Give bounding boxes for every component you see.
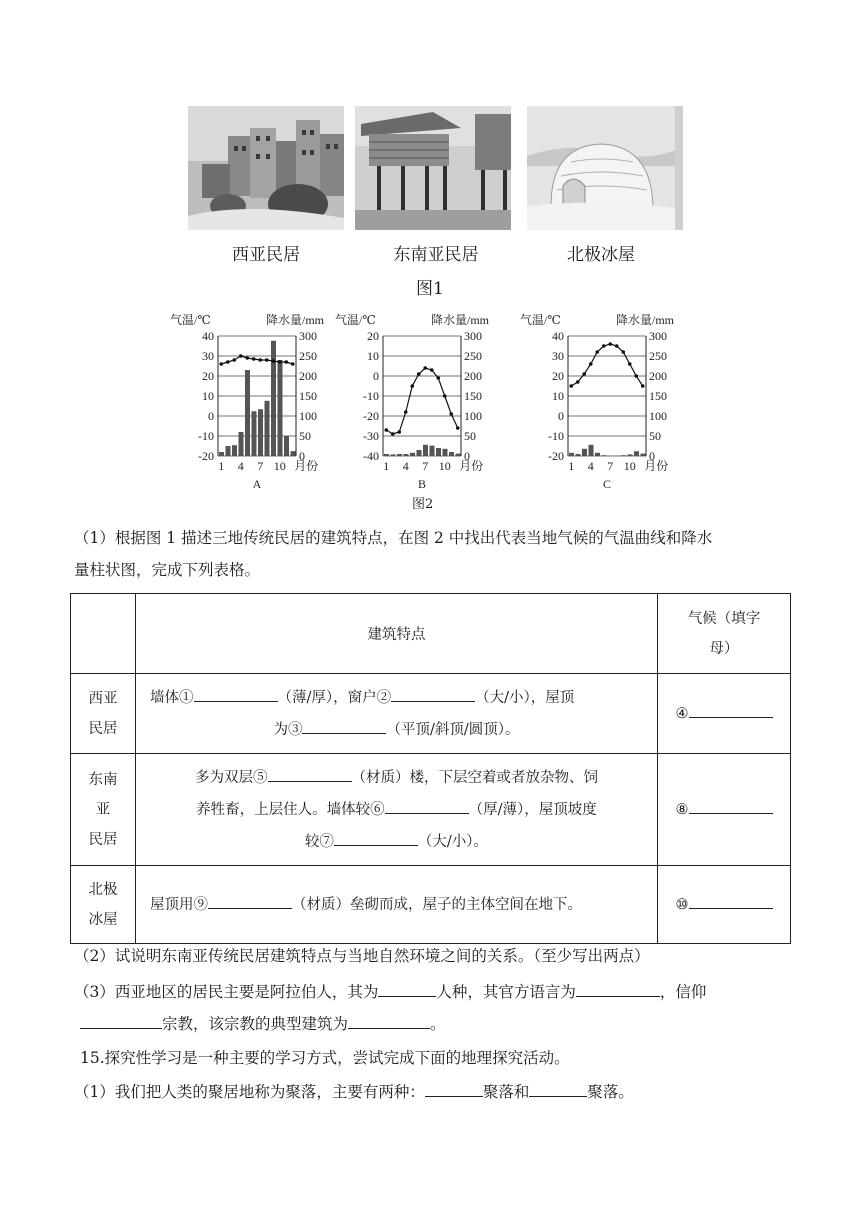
month-tick-label: 7	[607, 459, 614, 473]
climate-marker: ④	[675, 705, 689, 722]
temperature-point	[615, 344, 619, 348]
table-corner-cell	[71, 594, 136, 674]
precipitation-bar	[410, 453, 415, 456]
caption-southeast-asia: 东南亚民居	[393, 245, 479, 265]
temperature-tick-label: 40	[202, 329, 214, 343]
temperature-tick-label: 0	[208, 409, 214, 423]
chart-panel-label: B	[417, 477, 427, 491]
row-label-line: 民居	[88, 831, 118, 848]
precipitation-tick-label: 250	[464, 349, 482, 363]
question-3-line2	[80, 1010, 446, 1038]
month-tick-label: 10	[438, 459, 451, 473]
temperature-point	[456, 426, 460, 430]
row-label-line: 西亚	[88, 690, 118, 707]
month-tick-label: 4	[587, 459, 594, 473]
temperature-point	[397, 430, 401, 434]
precipitation-tick-label: 300	[464, 329, 482, 343]
month-axis-label: 月份	[459, 459, 484, 473]
answer-table	[70, 593, 791, 944]
precipitation-bar	[595, 453, 600, 456]
precipitation-tick-label: 150	[299, 389, 317, 403]
question-15-1	[74, 1078, 634, 1106]
precipitation-bar	[278, 360, 283, 456]
features-west-asia	[136, 674, 658, 754]
temperature-point	[284, 360, 288, 364]
month-tick-label: 10	[623, 459, 636, 473]
temperature-tick-label: -10	[198, 429, 214, 443]
precipitation-bar	[589, 445, 594, 456]
temperature-point	[628, 362, 632, 366]
temperature-point	[595, 350, 599, 354]
temperature-point	[641, 384, 645, 388]
temperature-point	[569, 384, 573, 388]
feature-text: 墙体①	[150, 689, 194, 706]
precipitation-bar	[404, 454, 409, 456]
precipitation-bar	[423, 445, 428, 456]
temperature-point	[258, 358, 262, 362]
q15-text: （1）我们把人类的聚居地称为聚落，主要有两种：	[74, 1083, 425, 1101]
precipitation-bar	[232, 445, 237, 456]
precipitation-bar	[628, 454, 633, 456]
climate-chart-a	[170, 310, 325, 494]
precipitation-tick-label: 0	[464, 449, 470, 463]
feature-text: 较⑦	[304, 833, 334, 850]
precipitation-tick-label: 150	[464, 389, 482, 403]
answer-blank-7[interactable]	[334, 829, 418, 846]
precipitation-bar	[226, 446, 231, 456]
precipitation-tick-label: 150	[649, 389, 667, 403]
precipitation-tick-label: 50	[649, 429, 661, 443]
temperature-point	[404, 410, 408, 414]
q3-text: 人种，其官方语言为	[436, 983, 576, 1001]
precipitation-bar	[258, 409, 263, 456]
month-axis-label: 月份	[644, 459, 669, 473]
temperature-point	[291, 362, 295, 366]
language-blank[interactable]	[576, 980, 660, 997]
temperature-tick-label: -20	[548, 449, 564, 463]
answer-blank-3[interactable]	[302, 717, 386, 734]
temperature-tick-label: 10	[367, 349, 379, 363]
temperature-tick-label: 40	[552, 329, 564, 343]
precipitation-bar	[443, 449, 448, 456]
row-label-line: 民居	[88, 720, 118, 737]
climate-chart-b	[335, 310, 490, 494]
row-label-southeast-asia	[71, 754, 136, 866]
features-line	[150, 826, 643, 858]
precipitation-tick-label: 100	[649, 409, 667, 423]
features-line	[150, 794, 643, 826]
climate-chart-svg	[335, 310, 490, 491]
month-tick-label: 10	[273, 459, 286, 473]
chart-panel-label: C	[602, 477, 612, 491]
temperature-point	[232, 358, 236, 362]
feature-text: （薄/厚），窗户②	[277, 689, 392, 706]
answer-blank-8[interactable]	[689, 797, 773, 814]
precipitation-bar	[634, 451, 639, 456]
west-asia-dwelling-photo	[188, 106, 344, 230]
header-features: 建筑特点	[136, 594, 658, 674]
feature-text: （厚/薄），屋顶坡度	[468, 801, 597, 818]
climate-chart-c	[520, 310, 675, 494]
climate-southeast-asia	[658, 754, 791, 866]
religion-blank[interactable]	[80, 1012, 162, 1029]
precipitation-bar	[239, 432, 244, 456]
precipitation-bar	[430, 446, 435, 456]
temperature-tick-label: 0	[373, 369, 379, 383]
precipitation-bar	[449, 452, 454, 456]
precipitation-tick-label: 250	[299, 349, 317, 363]
row-label-arctic	[71, 866, 136, 944]
row-label-line: 东南	[88, 771, 118, 788]
precipitation-bar	[602, 455, 607, 456]
header-climate	[658, 594, 791, 674]
precipitation-tick-label: 50	[299, 429, 311, 443]
month-tick-label: 7	[257, 459, 264, 473]
temperature-point	[621, 350, 625, 354]
caption-west-asia: 西亚民居	[232, 245, 300, 265]
question-15-title: 15.探究性学习是一种主要的学习方式，尝试完成下面的地理探究活动。	[80, 1049, 570, 1067]
feature-text: （大/小），屋顶	[475, 689, 575, 706]
features-line	[150, 762, 643, 794]
precipitation-bar	[271, 341, 276, 456]
precipitation-bar	[384, 454, 389, 456]
temperature-point	[252, 357, 256, 361]
climate-chart-svg	[170, 310, 325, 491]
temperature-point	[410, 384, 414, 388]
question-1-line1: （1）根据图 1 描述三地传统民居的建筑特点，在图 2 中找出代表当地气候的气温曲线和降水	[74, 529, 713, 547]
precipitation-tick-label: 0	[649, 449, 655, 463]
temperature-point	[582, 372, 586, 376]
answer-blank-9[interactable]	[208, 892, 292, 909]
temperature-point	[576, 380, 580, 384]
precipitation-bar	[641, 454, 646, 456]
temperature-point	[265, 358, 269, 362]
q15-text: 聚落。	[587, 1083, 634, 1101]
climate-arctic	[658, 866, 791, 944]
temperature-tick-label: -10	[363, 389, 379, 403]
month-tick-label: 7	[422, 459, 429, 473]
header-climate-line2: 母）	[709, 640, 739, 657]
month-tick-label: 1	[218, 459, 225, 473]
feature-text: （材质）楼，下层空着或者放杂物、饲	[351, 769, 598, 786]
month-axis-label: 月份	[294, 459, 319, 473]
temperature-tick-label: 0	[558, 409, 564, 423]
table-row	[71, 754, 791, 866]
climate-marker: ⑧	[675, 801, 689, 818]
precipitation-tick-label: 200	[464, 369, 482, 383]
precipitation-axis-label: 降水量/mm	[431, 313, 490, 327]
precipitation-axis-label: 降水量/mm	[616, 313, 675, 327]
feature-text: 屋顶用⑨	[150, 896, 208, 913]
temperature-tick-label: 20	[552, 369, 564, 383]
precipitation-bar	[456, 454, 461, 456]
question-2: （2）试说明东南亚传统民居建筑特点与当地自然环境之间的关系。（至少写出两点）	[74, 947, 650, 965]
precipitation-bar	[417, 450, 422, 456]
temperature-tick-label: -40	[363, 449, 379, 463]
precipitation-tick-label: 200	[649, 369, 667, 383]
temperature-point	[391, 432, 395, 436]
temperature-curve	[386, 368, 458, 434]
precipitation-bar	[576, 454, 581, 456]
precipitation-tick-label: 250	[649, 349, 667, 363]
header-climate-line1: 气候（填字	[687, 610, 761, 627]
temperature-point	[436, 376, 440, 380]
table-row	[71, 866, 791, 944]
precipitation-bar	[291, 451, 296, 456]
answer-blank-6[interactable]	[385, 797, 469, 814]
temperature-point	[608, 342, 612, 346]
feature-text: （平顶/斜顶/圆顶）。	[386, 721, 520, 738]
features-southeast-asia	[136, 754, 658, 866]
temperature-tick-label: -10	[548, 429, 564, 443]
settlement-blank-1[interactable]	[425, 1080, 483, 1097]
temperature-point	[384, 428, 388, 432]
precipitation-bar	[284, 436, 289, 456]
q3-text: （3）西亚地区的居民主要是阿拉伯人，其为	[74, 983, 379, 1001]
settlement-blank-2[interactable]	[529, 1080, 587, 1097]
precipitation-tick-label: 200	[299, 369, 317, 383]
answer-blank-5[interactable]	[268, 765, 352, 782]
features-line	[150, 714, 643, 746]
temperature-tick-label: 30	[202, 349, 214, 363]
precipitation-tick-label: 50	[464, 429, 476, 443]
figure1-label: 图1	[416, 279, 444, 299]
climate-west-asia	[658, 674, 791, 754]
question-3-line1	[74, 978, 706, 1006]
temperature-point	[634, 374, 638, 378]
features-arctic	[136, 866, 658, 944]
temperature-tick-label: 10	[202, 389, 214, 403]
row-label-west-asia	[71, 674, 136, 754]
temperature-tick-label: 20	[367, 329, 379, 343]
temperature-point	[219, 362, 223, 366]
caption-arctic: 北极冰屋	[567, 245, 635, 265]
temperature-point	[423, 366, 427, 370]
features-line	[150, 682, 643, 714]
precipitation-tick-label: 300	[649, 329, 667, 343]
precipitation-axis-label: 降水量/mm	[266, 313, 325, 327]
temperature-tick-label: -30	[363, 429, 379, 443]
arctic-igloo-photo	[527, 106, 683, 230]
q3-text: 。	[430, 1015, 446, 1033]
precipitation-bar	[252, 411, 257, 456]
precipitation-tick-label: 300	[299, 329, 317, 343]
precipitation-tick-label: 100	[464, 409, 482, 423]
temperature-point	[443, 394, 447, 398]
feature-text: 养牲畜，上层住人。墙体较⑥	[196, 801, 385, 818]
temperature-tick-label: 30	[552, 349, 564, 363]
southeast-asia-dwelling-photo	[355, 106, 511, 230]
feature-text: 多为双层⑤	[195, 769, 268, 786]
temperature-curve	[571, 344, 643, 386]
temperature-point	[430, 368, 434, 372]
temperature-point	[239, 354, 243, 358]
temperature-axis-label: 气温/℃	[520, 313, 561, 327]
answer-blank-2[interactable]	[391, 685, 475, 702]
q15-text: 聚落和	[482, 1083, 530, 1101]
table-row	[71, 674, 791, 754]
precipitation-bar	[391, 454, 396, 456]
figure2-label: 图2	[412, 497, 434, 512]
temperature-point	[278, 360, 282, 364]
precipitation-bar	[582, 449, 587, 456]
temperature-tick-label: -20	[363, 409, 379, 423]
temperature-axis-label: 气温/℃	[335, 313, 376, 327]
month-tick-label: 4	[237, 459, 244, 473]
month-tick-label: 1	[568, 459, 575, 473]
temperature-tick-label: -20	[198, 449, 214, 463]
q3-text: ，信仰	[659, 983, 707, 1001]
question-1-line2: 量柱状图，完成下列表格。	[74, 561, 261, 579]
answer-blank-4[interactable]	[689, 701, 773, 718]
climate-marker: ⑩	[675, 896, 689, 913]
temperature-point	[602, 344, 606, 348]
precipitation-bar	[397, 454, 402, 456]
month-tick-label: 1	[383, 459, 390, 473]
temperature-tick-label: 10	[552, 389, 564, 403]
temperature-point	[589, 362, 593, 366]
climate-chart-svg	[520, 310, 675, 491]
chart-panel-label: A	[252, 477, 262, 491]
race-blank[interactable]	[378, 980, 436, 997]
precipitation-bar	[245, 370, 250, 456]
precipitation-bar	[219, 452, 224, 456]
precipitation-bar	[265, 401, 270, 456]
feature-text: 为③	[273, 721, 303, 738]
building-blank[interactable]	[348, 1012, 430, 1029]
precipitation-bar	[436, 448, 441, 456]
temperature-point	[449, 412, 453, 416]
temperature-tick-label: 20	[202, 369, 214, 383]
precipitation-tick-label: 0	[299, 449, 305, 463]
month-tick-label: 4	[402, 459, 409, 473]
row-label-line: 冰屋	[88, 911, 118, 928]
temperature-point	[245, 356, 249, 360]
q3-text: 宗教，该宗教的典型建筑为	[162, 1015, 349, 1033]
precipitation-bar	[621, 455, 626, 456]
feature-text: （材质）垒砌而成，屋子的主体空间在地下。	[292, 896, 582, 913]
row-label-line: 北极	[88, 881, 118, 898]
answer-blank-1[interactable]	[194, 685, 278, 702]
row-label-line: 亚	[95, 801, 111, 818]
temperature-point	[271, 359, 275, 363]
feature-text: （大/小）。	[417, 833, 489, 850]
temperature-point	[226, 360, 230, 364]
precipitation-tick-label: 100	[299, 409, 317, 423]
temperature-axis-label: 气温/℃	[170, 313, 211, 327]
answer-blank-10[interactable]	[689, 892, 773, 909]
precipitation-bar	[569, 453, 574, 456]
temperature-point	[417, 372, 421, 376]
